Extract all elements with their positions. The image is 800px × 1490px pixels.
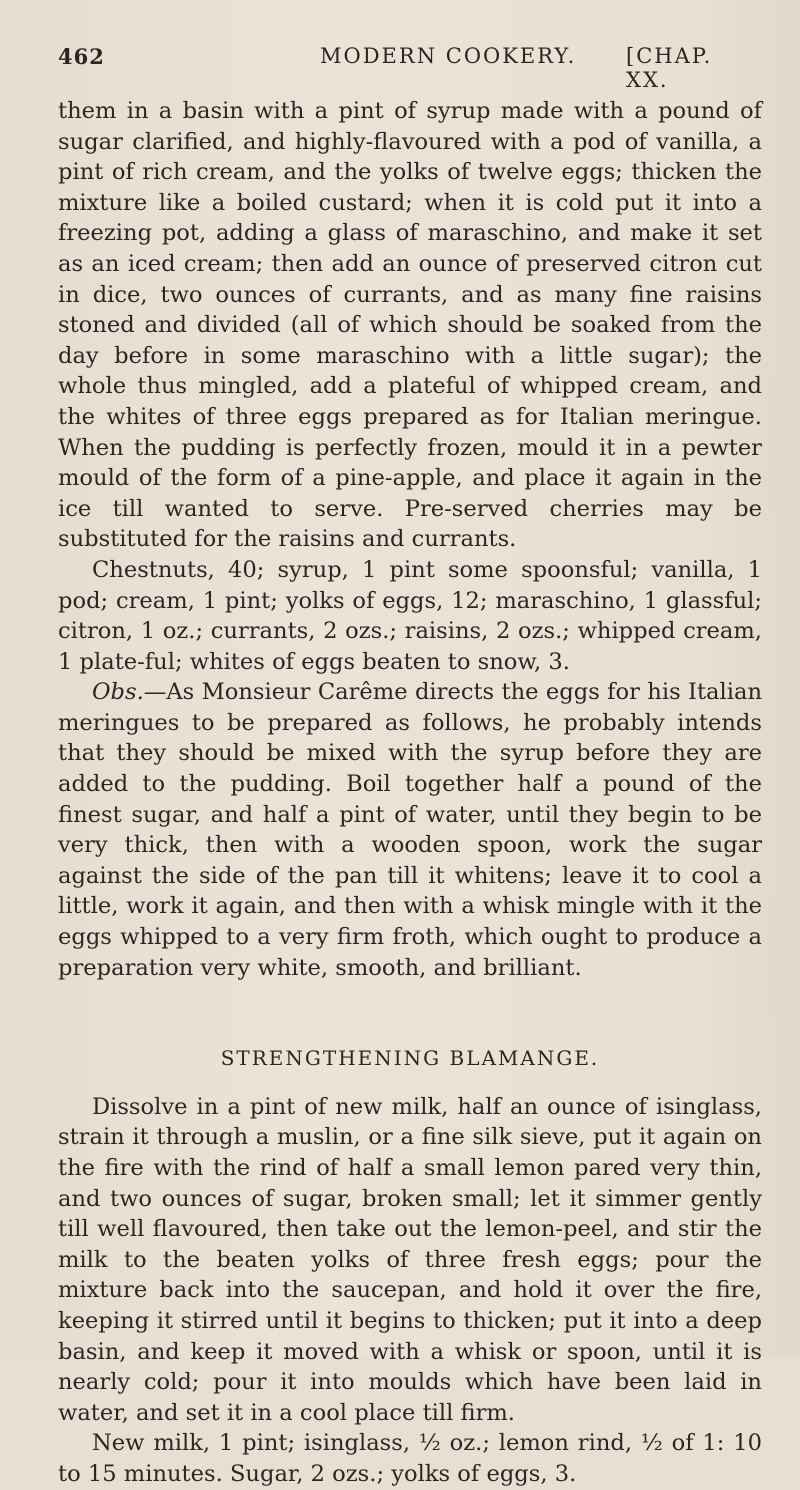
observation-paragraph	[58, 677, 762, 983]
blamange-ingredient-summary: New milk, 1 pint; isinglass, ½ oz.; lemon rind, ½ of 1: 10 to 15 minutes. Sugar, 2 ozs.; yolks of eggs, 3.	[58, 1430, 762, 1487]
recipe-heading: STRENGTHENING BLAMANGE.	[220, 1046, 600, 1071]
chapter-marker: [CHAP. XX.	[626, 44, 713, 92]
running-title: MODERN COOKERY.	[320, 44, 577, 68]
page-header	[58, 44, 760, 92]
ingredient-summary: Chestnuts, 40; syrup, 1 pint some spoonsful; vanilla, 1 pod; cream, 1 pint; yolks of eggs, 12; maraschino, 1 glassful; citron, 1 oz.; currants, 2 ozs.; raisins, 2 ozs.; whipped cream, 1 plate-ful; whites of eggs beaten to snow, 3.	[58, 556, 762, 675]
page-number: 462	[58, 44, 105, 69]
blamange-instructions: Dissolve in a pint of new milk, half an ounce of isinglass, strain it through a muslin, or a fine silk sieve, put it again on the fire with the rind of half a small lemon pared very thin, and two ounces of sugar, broken small; let it simmer gently till well flavoured, then take out the lemon-peel, and stir the milk to the beaten yolks of three fresh eggs; pour the mixture back into the saucepan, and hold it over the fire, keeping it stirred until it begins to thicken; put it into a deep basin, and keep it moved with a whisk or spoon, until it is nearly cold; pour it into moulds which have been laid in water, and set it in a cool place till firm.	[58, 1093, 762, 1426]
recipe-continuation-text: them in a basin with a pint of syrup made with a pound of sugar clarified, and highly-flavoured with a pod of vanilla, a pint of rich cream, and the yolks of twelve eggs; thicken the mixture like a boiled custard; when it is cold put it into a freezing pot, adding a glass of maraschino, and make it set as an iced cream; then add an ounce of preserved citron cut in dice, two ounces of currants, and as many fine raisins stoned and divided (all of which should be soaked from the day before in some maraschino with a little sugar); the whole thus mingled, add a plateful of whipped cream, and the whites of three eggs prepared as for Italian meringue. When the pudding is perfectly frozen, mould it in a pewter mould of the form of a pine-apple, and place it again in the ice till wanted to serve. Pre-served cherries may be substituted for the raisins and currants.	[58, 98, 762, 553]
observation-label: Obs.	[92, 679, 144, 706]
page-body	[58, 96, 762, 1490]
observation-text: —As Monsieur Carême directs the eggs for his Italian meringues to be prepared as follows, he probably intends that they should be mixed with the syrup before they are added to the pudding. Boil together half a pound of the finest sugar, and half a pint of water, until they begin to be very thick, then with a wooden spoon, work the sugar against the side of the pan till it whitens; leave it to cool a little, work it again, and then with a whisk mingle with it the eggs whipped to a very firm froth, which ought to produce a preparation very white, smooth, and brilliant.	[58, 679, 762, 981]
